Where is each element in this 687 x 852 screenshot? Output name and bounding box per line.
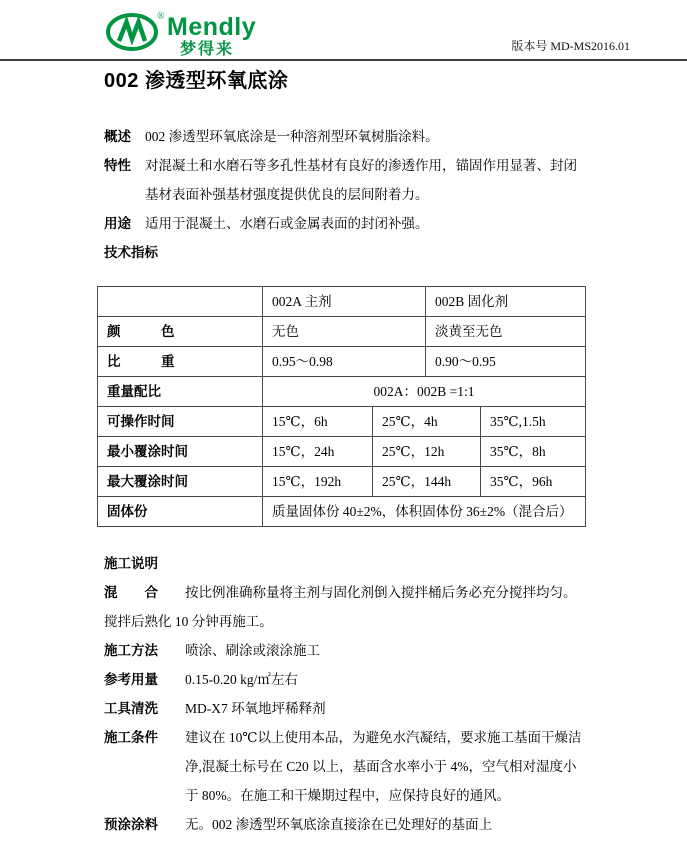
table-row-mix-ratio xyxy=(98,377,586,407)
pot-life-label: 可操作时间 xyxy=(98,407,263,437)
color-a: 无色 xyxy=(263,317,426,347)
tool-cleaning-label: 工具清洗 xyxy=(104,701,158,716)
usage-text: 适用于混凝土、水磨石或金属表面的封闭补强。 xyxy=(145,216,429,231)
ratio-value: 002A：002B =1:1 xyxy=(263,377,586,407)
min-recoat-label: 最小覆涂时间 xyxy=(98,437,263,467)
usage-row xyxy=(104,209,585,238)
gravity-label: 比 重 xyxy=(98,347,263,377)
table-row-specific-gravity xyxy=(98,347,586,377)
method-row xyxy=(104,636,585,665)
logo-m-mark-icon xyxy=(119,22,145,41)
coverage-label: 参考用量 xyxy=(104,672,158,687)
document-body xyxy=(104,122,585,839)
overview-label: 概述 xyxy=(104,129,131,144)
features-row xyxy=(104,151,585,209)
tech-specs-heading: 技术指标 xyxy=(104,245,158,260)
precoat-label: 预涂涂料 xyxy=(104,817,158,832)
mixing-row xyxy=(104,578,585,607)
brand-wordmark: Mendly xyxy=(167,13,257,41)
table-row-min-recoat xyxy=(98,437,586,467)
conditions-row xyxy=(104,723,585,810)
overview-row xyxy=(104,122,585,151)
pot-life-25c: 25℃，4h xyxy=(373,407,481,437)
max-recoat-label: 最大覆涂时间 xyxy=(98,467,263,497)
solids-value: 质量固体份 40±2%，体积固体份 36±2%（混合后） xyxy=(263,497,586,527)
table-row-header xyxy=(98,287,586,317)
coverage-text: 0.15-0.20 kg/㎡左右 xyxy=(185,672,298,687)
tool-cleaning-row xyxy=(104,694,585,723)
version-number: 版本号 MD-MS2016.01 xyxy=(511,39,630,53)
min-recoat-35c: 35℃，8h xyxy=(481,437,586,467)
max-recoat-35c: 35℃，96h xyxy=(481,467,586,497)
min-recoat-25c: 25℃，12h xyxy=(373,437,481,467)
ratio-label: 重量配比 xyxy=(98,377,263,407)
table-row-max-recoat xyxy=(98,467,586,497)
max-recoat-25c: 25℃，144h xyxy=(373,467,481,497)
mixing-text: 按比例准确称量将主剂与固化剂倒入搅拌桶后务必充分搅拌均匀。 xyxy=(185,585,577,600)
method-label: 施工方法 xyxy=(104,643,158,658)
precoat-text: 无。002 渗透型环氧底涂直接涂在已处理好的基面上 xyxy=(185,817,493,832)
tool-cleaning-text: MD-X7 环氧地坪稀释剂 xyxy=(185,701,326,716)
max-recoat-15c: 15℃，192h xyxy=(263,467,373,497)
gravity-a: 0.95～0.98 xyxy=(263,347,426,377)
pot-life-35c: 35℃,1.5h xyxy=(481,407,586,437)
conditions-label: 施工条件 xyxy=(104,730,158,745)
page-title: 002 渗透型环氧底涂 xyxy=(104,70,289,92)
gravity-b: 0.90～0.95 xyxy=(426,347,586,377)
conditions-text: 建议在 10℃以上使用本品，为避免水汽凝结，要求施工基面干燥洁净,混凝土标号在 C20 以上，基面含水率小于 4%，空气相对湿度小于 80%。在施工和干燥期过程中，应保持良好的通风。 xyxy=(185,730,582,803)
tech-specs-table xyxy=(97,286,586,527)
usage-label: 用途 xyxy=(104,216,131,231)
corner-cell xyxy=(98,287,263,317)
registered-trademark-icon: ® xyxy=(157,11,165,22)
mendly-logo-graphic xyxy=(106,8,278,58)
component-b-header: 002B 固化剂 xyxy=(426,287,586,317)
min-recoat-15c: 15℃，24h xyxy=(263,437,373,467)
overview-text: 002 渗透型环氧底涂是一种溶剂型环氧树脂涂料。 xyxy=(145,129,439,144)
features-label: 特性 xyxy=(104,158,131,173)
application-heading: 施工说明 xyxy=(104,556,158,571)
color-label: 颜 色 xyxy=(98,317,263,347)
pot-life-15c: 15℃，6h xyxy=(263,407,373,437)
table-row-pot-life xyxy=(98,407,586,437)
mixing-label: 混 合 xyxy=(104,585,158,600)
features-text: 对混凝土和水磨石等多孔性基材有良好的渗透作用，锚固作用显著、封闭基材表面补强基材强度提供优良的层间附着力。 xyxy=(145,158,577,202)
mixing-continuation-text: 搅拌后熟化 10 分钟再施工。 xyxy=(104,614,273,629)
solids-label: 固体份 xyxy=(98,497,263,527)
brand-name-chinese: 梦得来 xyxy=(180,41,235,58)
table-row-solids xyxy=(98,497,586,527)
method-text: 喷涂、刷涂或滚涂施工 xyxy=(185,643,320,658)
precoat-row xyxy=(104,810,585,839)
coverage-row xyxy=(104,665,585,694)
header-divider xyxy=(0,59,687,61)
brand-logo xyxy=(106,8,278,63)
color-b: 淡黄至无色 xyxy=(426,317,586,347)
table-row-color xyxy=(98,317,586,347)
component-a-header: 002A 主剂 xyxy=(263,287,426,317)
